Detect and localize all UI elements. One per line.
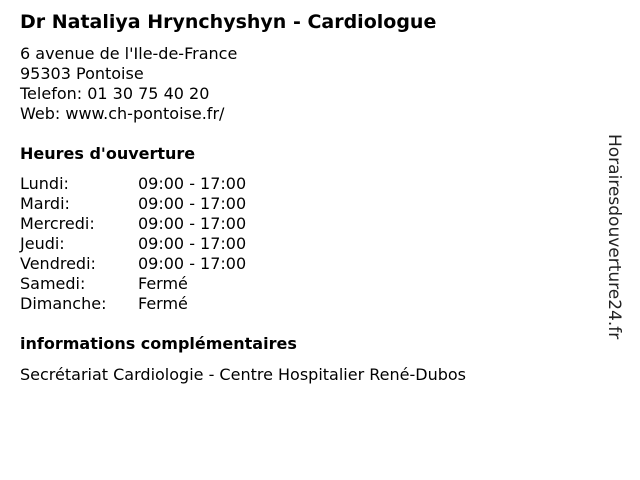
opening-hours-list: [20, 174, 246, 314]
address-street: 6 avenue de l'Ile-de-France: [20, 44, 238, 63]
hours-time: 09:00 - 17:00: [138, 214, 247, 233]
hours-time: Fermé: [138, 274, 188, 293]
opening-hours-heading: Heures d'ouverture: [20, 144, 196, 163]
hours-day: Mercredi:: [20, 214, 95, 233]
site-watermark: Horairesdouverture24.fr: [604, 134, 624, 340]
hours-row-samedi: [20, 274, 246, 294]
hours-row-jeudi: [20, 234, 246, 254]
additional-info-heading: informations complémentaires: [20, 334, 297, 353]
page-title: Dr Nataliya Hrynchyshyn - Cardiologue: [20, 11, 437, 33]
hours-row-mercredi: [20, 214, 246, 234]
hours-day: Mardi:: [20, 194, 70, 213]
hours-row-lundi: [20, 174, 246, 194]
additional-info-text: Secrétariat Cardiologie - Centre Hospitalier René-Dubos: [20, 365, 466, 384]
hours-row-vendredi: [20, 254, 246, 274]
hours-row-mardi: [20, 194, 246, 214]
hours-time: 09:00 - 17:00: [138, 194, 247, 213]
hours-day: Jeudi:: [20, 234, 65, 253]
hours-row-dimanche: [20, 294, 246, 314]
address-phone: Telefon: 01 30 75 40 20: [20, 84, 210, 103]
address-city: 95303 Pontoise: [20, 64, 144, 83]
hours-time: 09:00 - 17:00: [138, 234, 247, 253]
hours-time: 09:00 - 17:00: [138, 254, 247, 273]
hours-day: Vendredi:: [20, 254, 96, 273]
hours-day: Samedi:: [20, 274, 86, 293]
address-block: [20, 44, 237, 124]
hours-day: Lundi:: [20, 174, 69, 193]
hours-time: 09:00 - 17:00: [138, 174, 247, 193]
hours-day: Dimanche:: [20, 294, 107, 313]
address-web: Web: www.ch-pontoise.fr/: [20, 104, 225, 123]
hours-time: Fermé: [138, 294, 188, 313]
